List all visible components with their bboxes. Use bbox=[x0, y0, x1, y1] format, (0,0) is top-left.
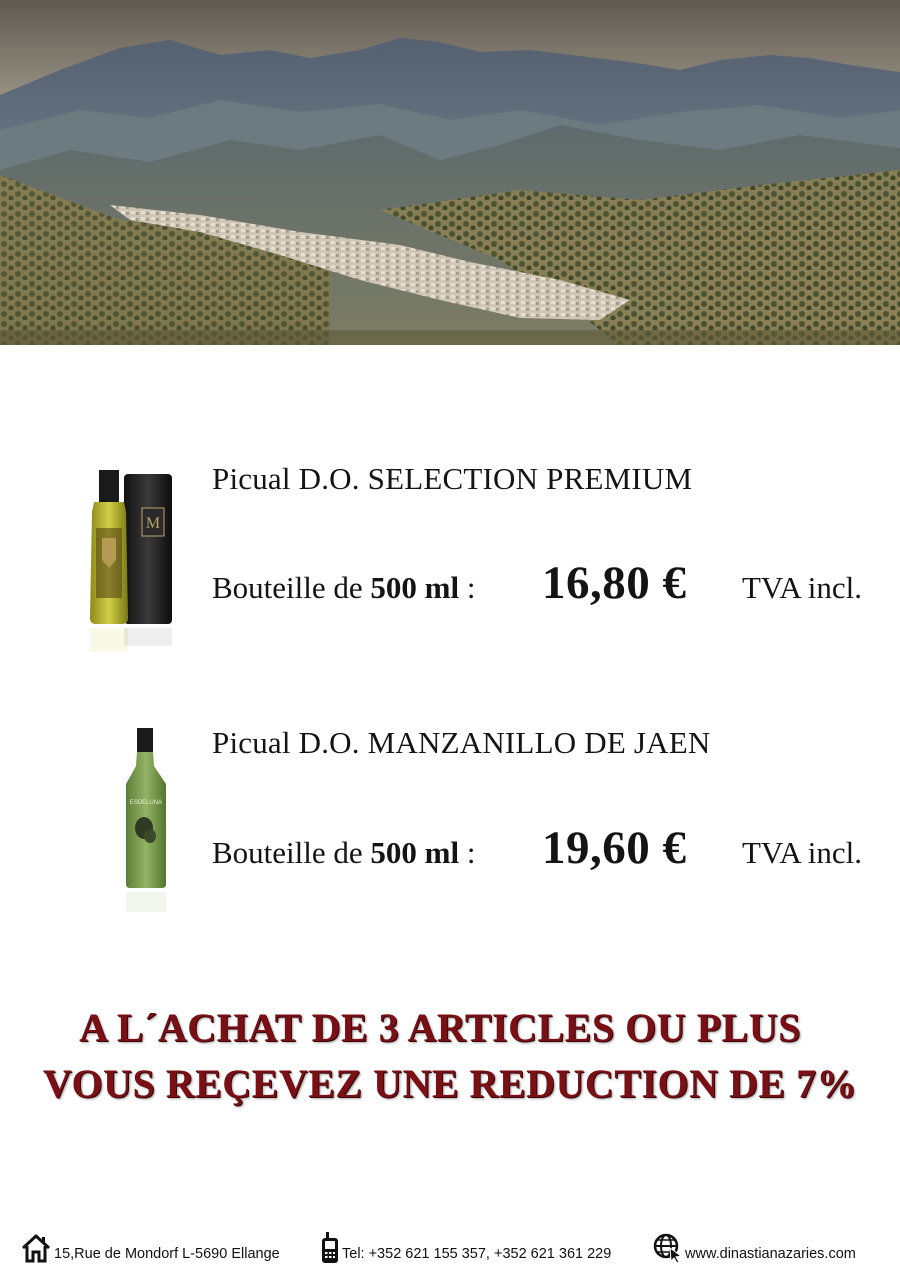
bottle-label bbox=[212, 837, 475, 868]
label-colon: : bbox=[466, 570, 476, 605]
product-image-manzanillo bbox=[120, 726, 172, 916]
bottle-volume: 500 ml bbox=[370, 570, 460, 605]
label-colon: : bbox=[466, 835, 476, 870]
bottle-label-prefix: Bouteille de bbox=[212, 835, 363, 870]
tax-note: TVA incl. bbox=[742, 570, 862, 605]
svg-text:ESDELUNA: ESDELUNA bbox=[129, 800, 163, 806]
promo-line-1: A L´ACHAT DE 3 ARTICLES OU PLUS bbox=[79, 1005, 801, 1050]
bottle-label-prefix: Bouteille de bbox=[212, 570, 363, 605]
footer-address bbox=[20, 1228, 280, 1264]
mobile-phone-icon bbox=[320, 1232, 340, 1264]
footer-contact bbox=[20, 1228, 890, 1266]
price-manzanillo: 19,60 € bbox=[542, 822, 687, 874]
tax-note: TVA incl. bbox=[742, 835, 862, 870]
svg-text:M: M bbox=[145, 515, 161, 532]
footer-phone bbox=[320, 1228, 611, 1264]
phone-text: Tel: +352 621 155 357, +352 621 361 229 bbox=[342, 1246, 612, 1262]
bottle-volume: 500 ml bbox=[370, 835, 460, 870]
product-name-manzanillo: Picual D.O. MANZANILLO DE JAEN bbox=[212, 725, 711, 760]
product-image-premium bbox=[84, 468, 176, 658]
footer-website[interactable] bbox=[653, 1228, 856, 1264]
price-line-premium bbox=[212, 551, 882, 615]
landscape-photo-icon bbox=[0, 0, 900, 345]
price-premium: 16,80 € bbox=[542, 557, 687, 609]
product-name-premium: Picual D.O. SELECTION PREMIUM bbox=[212, 461, 693, 496]
hero-landscape-image bbox=[0, 0, 900, 345]
home-icon bbox=[20, 1232, 52, 1264]
promo-line-2: VOUS REÇEVEZ UNE REDUCTION DE 7% bbox=[42, 1061, 858, 1106]
gold-olive-oil-bottle-with-tube-icon bbox=[84, 468, 176, 658]
price-line-manzanillo bbox=[212, 816, 882, 880]
address-text: 15,Rue de Mondorf L-5690 Ellange bbox=[54, 1246, 280, 1262]
bottle-label bbox=[212, 572, 475, 603]
website-link[interactable]: www.dinastianazaries.com bbox=[685, 1246, 856, 1262]
green-olive-oil-bottle-icon bbox=[120, 726, 172, 916]
globe-cursor-icon bbox=[653, 1232, 683, 1264]
